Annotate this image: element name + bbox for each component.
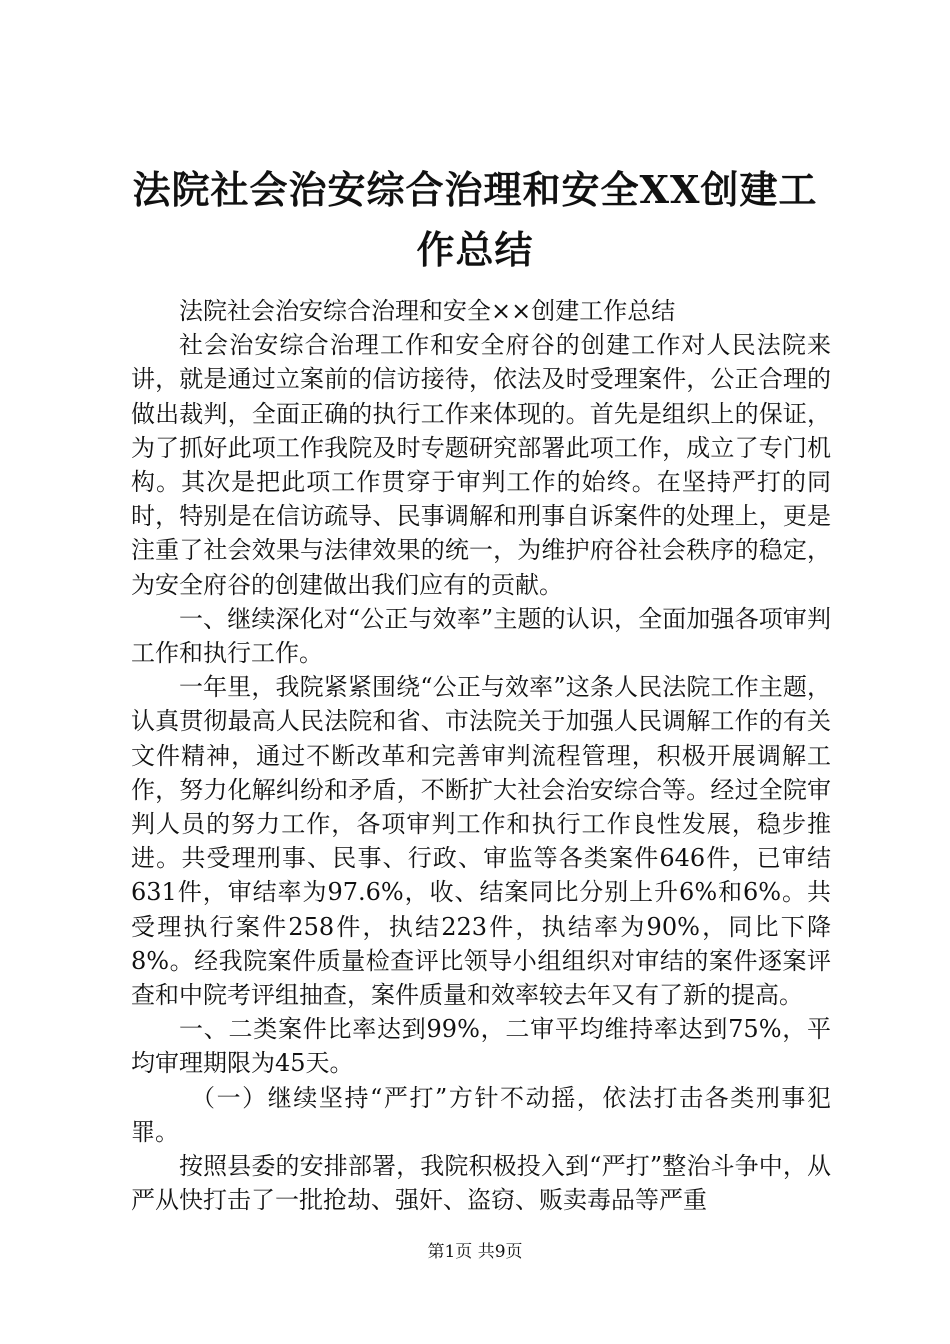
paragraph-strike-hard: 按照县委的安排部署，我院积极投入到“严打”整治斗争中，从严从快打击了一批抢劫、强奸、盗窃、贩卖毒品等严重 xyxy=(131,1152,831,1215)
paragraph-case-ratio: 一、二类案件比率达到99%，二审平均维持率达到75%，平均审理期限为45天。 xyxy=(131,1015,831,1078)
document-body xyxy=(131,294,831,1217)
paragraph-annual-summary: 一年里，我院紧紧围绕“公正与效率”这条人民法院工作主题，认真贯彻最高人民法院和省、市法院关于加强人民调解工作的有关文件精神，通过不断改革和完善审判流程管理，积极开展调解工作，努力化解纠纷和矛盾，不断扩大社会治安综合等。经过全院审判人员的努力工作，各项审判工作和执行工作良性发展，稳步推进。共受理刑事、民事、行政、审监等各类案件646件，已审结631件，审结率为97.6%，收、结案同比分别上升6%和6%。共受理执行案件258件，执结223件，执结率为90%，同比下降8%。经我院案件质量检查评比领导小组组织对审结的案件逐案评查和中院考评组抽查，案件质量和效率较去年又有了新的提高。 xyxy=(131,673,831,1010)
section-heading-1: 一、继续深化对“公正与效率”主题的认识，全面加强各项审判工作和执行工作。 xyxy=(131,604,831,668)
page-footer: 第1页 共9页 xyxy=(427,1242,523,1262)
paragraph-subtitle: 法院社会治安综合治理和安全××创建工作总结 xyxy=(179,297,676,325)
paragraph-intro: 社会治安综合治理工作和安全府谷的创建工作对人民法院来讲，就是通过立案前的信访接待，依法及时受理案件，公正合理的做出裁判，全面正确的执行工作来体现的。首先是组织上的保证，为了抓好此项工作我院及时专题研究部署此项工作，成立了专门机构。其次是把此项工作贯穿于审判工作的始终。在坚持严打的同时，特别是在信访疏导、民事调解和刑事自诉案件的处理上，更是注重了社会效果与法律效果的统一，为维护府谷社会秩序的稳定，为安全府谷的创建做出我们应有的贡献。 xyxy=(131,331,831,599)
document-title: 法院社会治安综合治理和安全XX创建工作总结 xyxy=(132,167,818,272)
subsection-heading-1: （一）继续坚持“严打”方针不动摇，依法打击各类刑事犯罪。 xyxy=(131,1083,831,1146)
